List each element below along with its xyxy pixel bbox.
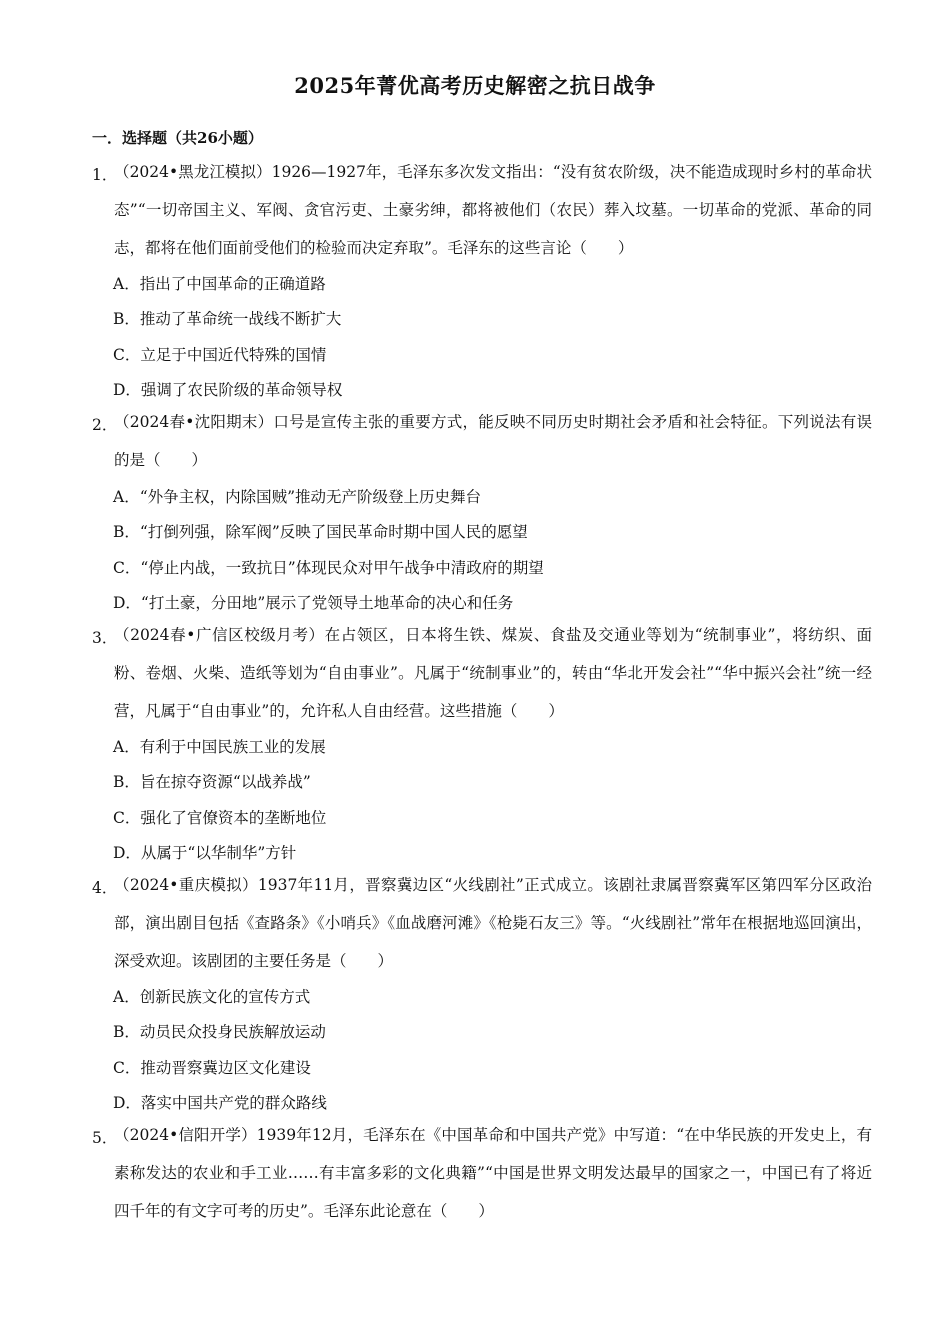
page-title: 2025年菁优高考历史解密之抗日战争 xyxy=(294,73,656,98)
option-b: B．动员民众投身民族解放运动 xyxy=(113,1023,326,1041)
question-stem: （2024•信阳开学）1939年12月，毛泽东在《中国革命和中国共产党》中写道：“在中华民族的开发史上，有素称发达的农业和手工业……有丰富多彩的文化典籍”“中国是世界文明发达最早的国家之一，中国已有了将近四千年的有文字可考的历史”。毛泽东此论意在（ ） xyxy=(114,1126,872,1220)
question-number: 4． xyxy=(92,879,118,897)
option-a: A．“外争主权，内除国贼”推动无产阶级登上历史舞台 xyxy=(113,488,482,506)
option-d: D．从属于“以华制华”方针 xyxy=(113,844,297,862)
question-number: 1． xyxy=(92,166,118,184)
option-a: A．有利于中国民族工业的发展 xyxy=(113,738,326,756)
question-5 xyxy=(92,1126,872,1230)
option-a: A．指出了中国革命的正确道路 xyxy=(113,275,326,293)
option-b: B．“打倒列强，除军阀”反映了国民革命时期中国人民的愿望 xyxy=(113,523,528,541)
question-stem: （2024春•广信区校级月考）在占领区，日本将生铁、煤炭、食盐及交通业等划为“统制事业”，将纺织、面粉、卷烟、火柴、造纸等划为“自由事业”。凡属于“统制事业”的，转由“华北开发会社”“华中振兴会社”统一经营，凡属于“自由事业”的，允许私人自由经营。这些措施（ ） xyxy=(114,626,872,720)
option-c: C．强化了官僚资本的垄断地位 xyxy=(113,809,327,827)
option-d: D．“打土豪，分田地”展示了党领导土地革命的决心和任务 xyxy=(113,594,514,612)
question-number: 3． xyxy=(92,629,118,647)
question-3 xyxy=(92,626,872,730)
question-stem: （2024春•沈阳期末）口号是宣传主张的重要方式，能反映不同历史时期社会矛盾和社会特征。下列说法有误的是（ ） xyxy=(114,413,872,469)
question-number: 2． xyxy=(92,416,118,434)
option-c: C．“停止内战，一致抗日”体现民众对甲午战争中清政府的期望 xyxy=(113,559,544,577)
section-heading: 一．选择题（共26小题） xyxy=(92,129,263,147)
option-d: D．强调了农民阶级的革命领导权 xyxy=(113,381,343,399)
option-b: B．推动了革命统一战线不断扩大 xyxy=(113,310,342,328)
question-4 xyxy=(92,876,872,980)
option-b: B．旨在掠夺资源“以战养战” xyxy=(113,773,311,791)
option-c: C．立足于中国近代特殊的国情 xyxy=(113,346,327,364)
question-2 xyxy=(92,413,872,479)
question-stem: （2024•重庆模拟）1937年11月，晋察冀边区“火线剧社”正式成立。该剧社隶属晋察冀军区第四军分区政治部，演出剧目包括《查路条》《小哨兵》《血战磨河滩》《枪毙石友三》等。“火线剧社”常年在根据地巡回演出，深受欢迎。该剧团的主要任务是（ ） xyxy=(114,876,872,970)
question-stem: （2024•黑龙江模拟）1926—1927年，毛泽东多次发文指出：“没有贫农阶级，决不能造成现时乡村的革命状态”“一切帝国主义、军阀、贪官污吏、土豪劣绅，都将被他们（农民）葬入坟墓。一切革命的党派、革命的同志，都将在他们面前受他们的检验而决定弃取”。毛泽东的这些言论（ ） xyxy=(114,163,872,257)
question-number: 5． xyxy=(92,1129,118,1147)
option-d: D．落实中国共产党的群众路线 xyxy=(113,1094,327,1112)
option-a: A．创新民族文化的宣传方式 xyxy=(113,988,311,1006)
question-1 xyxy=(92,163,872,267)
option-c: C．推动晋察冀边区文化建设 xyxy=(113,1059,311,1077)
